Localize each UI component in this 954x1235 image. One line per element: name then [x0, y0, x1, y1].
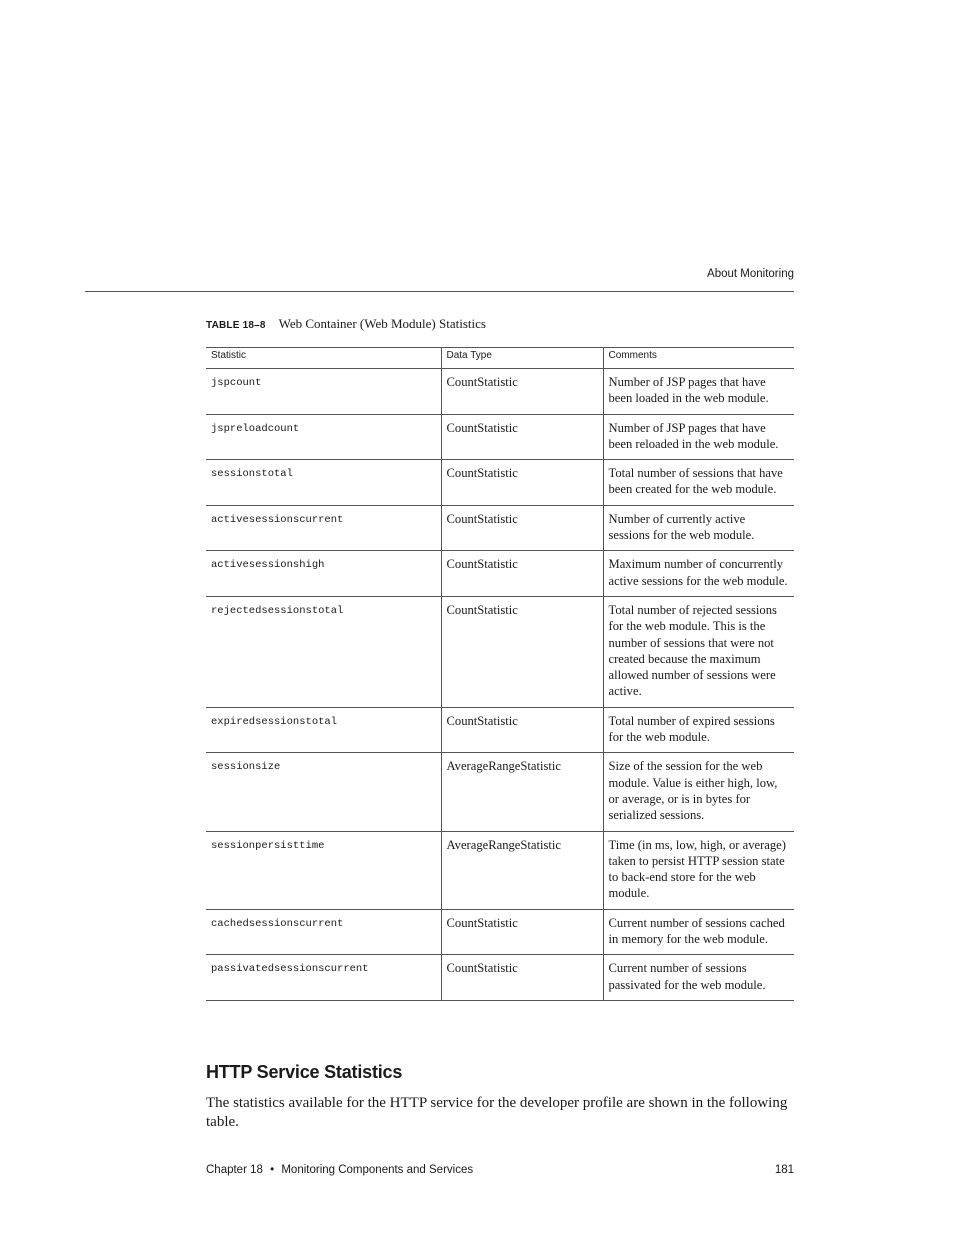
- table-caption-number: TABLE 18–8: [206, 320, 266, 331]
- table-header-row: [206, 348, 794, 369]
- cell-data-type: CountStatistic: [441, 551, 603, 597]
- cell-data-type: CountStatistic: [441, 460, 603, 506]
- cell-statistic: passivatedsessionscurrent: [206, 955, 441, 1001]
- cell-statistic: cachedsessionscurrent: [206, 909, 441, 955]
- table-caption-title: Web Container (Web Module) Statistics: [278, 316, 486, 331]
- cell-data-type: CountStatistic: [441, 505, 603, 551]
- table-row: [206, 414, 794, 460]
- header-rule: [85, 291, 794, 292]
- table-row: [206, 707, 794, 753]
- body-paragraph: The statistics available for the HTTP service for the developer profile are shown in the following table.: [206, 1095, 788, 1130]
- table-row: [206, 369, 794, 415]
- table-row: [206, 955, 794, 1001]
- cell-comments: Total number of rejected sessions for the web module. This is the number of sessions that were not created because the maximum allowed number of sessions were active.: [603, 596, 794, 707]
- cell-comments: Number of JSP pages that have been loaded in the web module.: [603, 369, 794, 415]
- cell-statistic: jspcount: [206, 369, 441, 415]
- footer-separator: •: [270, 1164, 275, 1176]
- cell-statistic: expiredsessionstotal: [206, 707, 441, 753]
- cell-comments: Number of JSP pages that have been reloaded in the web module.: [603, 414, 794, 460]
- cell-comments: Time (in ms, low, high, or average) taken to persist HTTP session state to back-end store for the web module.: [603, 831, 794, 909]
- table-row: [206, 551, 794, 597]
- cell-data-type: CountStatistic: [441, 414, 603, 460]
- column-header-comments: Comments: [603, 348, 794, 369]
- cell-data-type: CountStatistic: [441, 369, 603, 415]
- cell-comments: Current number of sessions cached in memory for the web module.: [603, 909, 794, 955]
- statistics-table: [206, 347, 794, 1001]
- table-caption: [206, 316, 486, 332]
- cell-comments: Total number of expired sessions for the web module.: [603, 707, 794, 753]
- table-row: [206, 505, 794, 551]
- cell-comments: Size of the session for the web module. Value is either high, low, or average, or is in bytes for serialized sessions.: [603, 753, 794, 831]
- cell-statistic: activesessionscurrent: [206, 505, 441, 551]
- cell-data-type: AverageRangeStatistic: [441, 753, 603, 831]
- cell-comments: Total number of sessions that have been created for the web module.: [603, 460, 794, 506]
- cell-statistic: sessionsize: [206, 753, 441, 831]
- column-header-statistic: Statistic: [206, 348, 441, 369]
- cell-statistic: rejectedsessionstotal: [206, 596, 441, 707]
- column-header-data-type: Data Type: [441, 348, 603, 369]
- footer-chapter-title: Monitoring Components and Services: [281, 1164, 474, 1176]
- cell-comments: Maximum number of concurrently active sessions for the web module.: [603, 551, 794, 597]
- table-row: [206, 909, 794, 955]
- cell-statistic: sessionpersisttime: [206, 831, 441, 909]
- cell-data-type: CountStatistic: [441, 707, 603, 753]
- table-row: [206, 596, 794, 707]
- table-row: [206, 831, 794, 909]
- footer-chapter-number: Chapter 18: [206, 1164, 263, 1176]
- table-row: [206, 753, 794, 831]
- running-header: About Monitoring: [707, 268, 794, 280]
- cell-statistic: activesessionshigh: [206, 551, 441, 597]
- section-heading: HTTP Service Statistics: [206, 1062, 403, 1082]
- cell-data-type: CountStatistic: [441, 909, 603, 955]
- cell-data-type: CountStatistic: [441, 955, 603, 1001]
- table-row: [206, 460, 794, 506]
- cell-comments: Number of currently active sessions for the web module.: [603, 505, 794, 551]
- cell-comments: Current number of sessions passivated for the web module.: [603, 955, 794, 1001]
- page-number: 181: [774, 1164, 794, 1176]
- cell-statistic: jspreloadcount: [206, 414, 441, 460]
- cell-data-type: AverageRangeStatistic: [441, 831, 603, 909]
- cell-data-type: CountStatistic: [441, 596, 603, 707]
- cell-statistic: sessionstotal: [206, 460, 441, 506]
